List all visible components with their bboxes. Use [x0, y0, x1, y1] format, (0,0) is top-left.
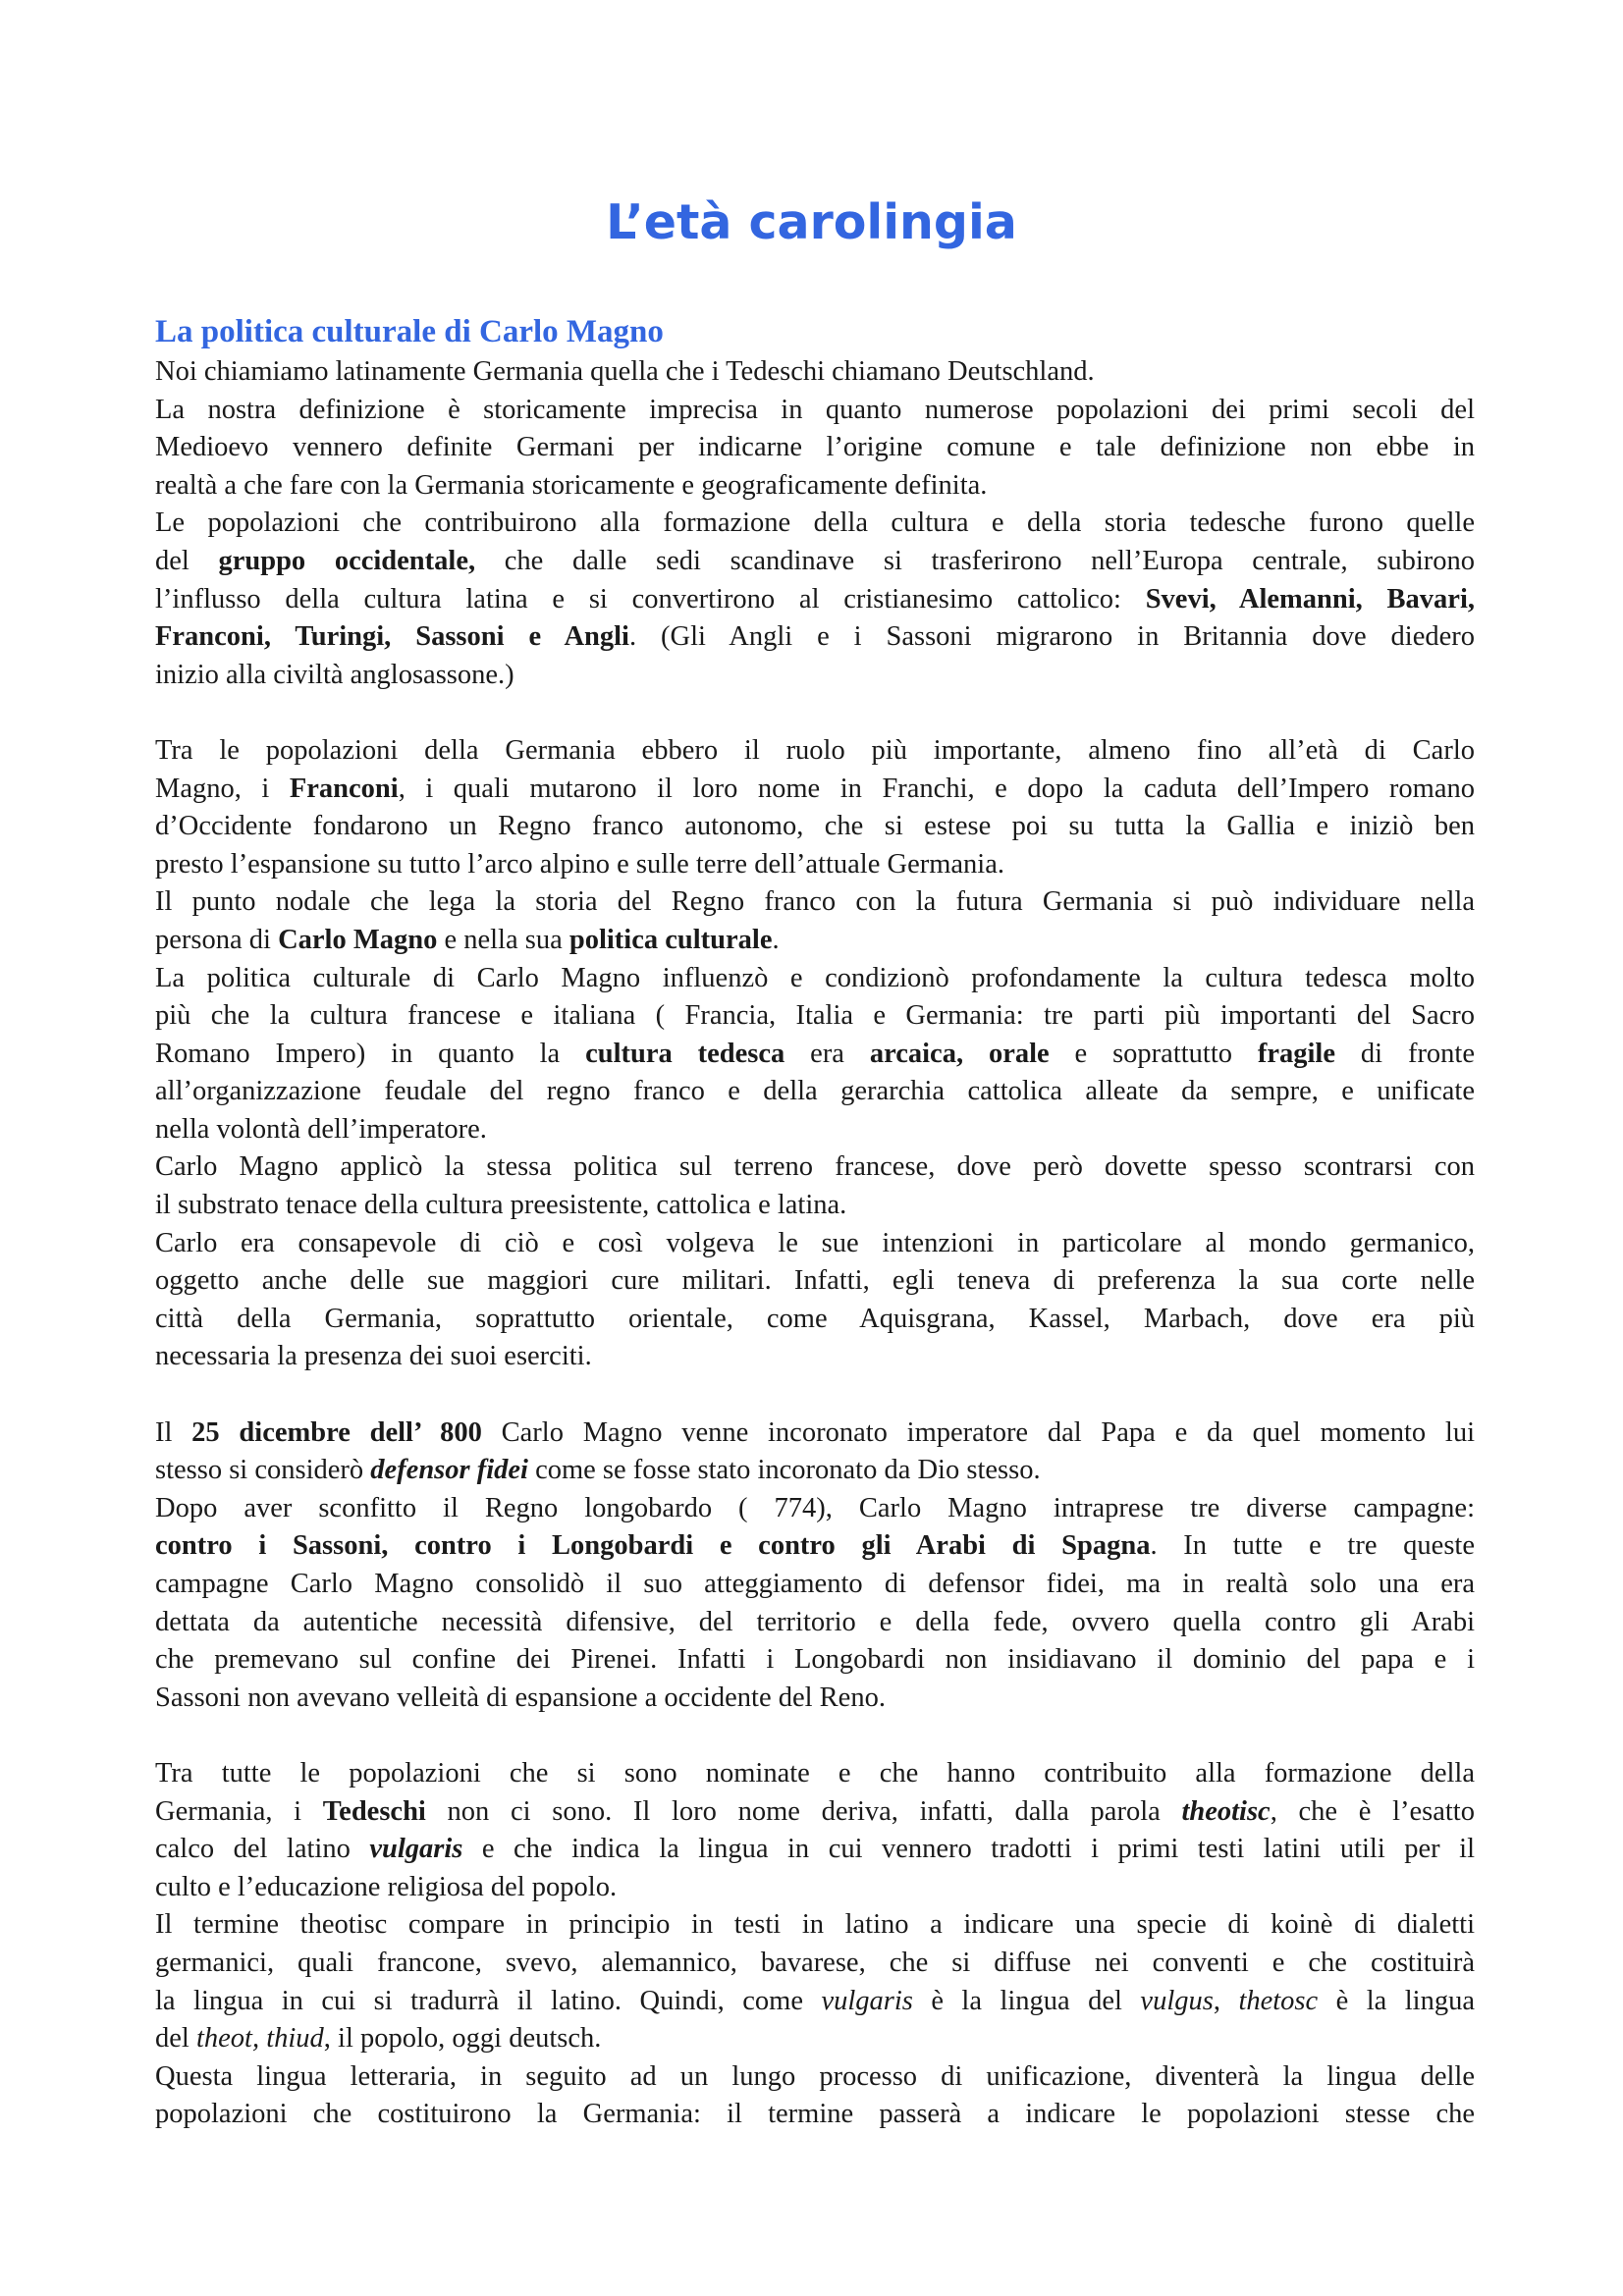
- text-line: [155, 657, 1475, 695]
- text-run: Carlo Magno venne incoronato imperatore dal Papa e da quel momento lui: [481, 1416, 1475, 1448]
- italic-term: vulgaris: [821, 1985, 913, 2016]
- text-line: [155, 467, 1475, 506]
- text-line: [155, 392, 1475, 430]
- text-line: [155, 1187, 1475, 1225]
- bold-term: Franconi: [289, 773, 399, 804]
- text-line: [155, 1262, 1475, 1301]
- text-run: persona di: [155, 924, 279, 955]
- text-run: non ci sono. Il loro nome deriva, infatti, dalla parola: [425, 1795, 1182, 1827]
- text-line: [155, 1755, 1475, 1793]
- text-line: [155, 1869, 1475, 1907]
- text-run: calco del latino: [155, 1834, 370, 1865]
- text-run: di fronte: [1335, 1038, 1475, 1069]
- text-line: [155, 808, 1475, 846]
- bold-term: Tedeschi: [322, 1795, 426, 1827]
- text-line: [155, 1793, 1475, 1832]
- text-run: presto l’espansione su tutto l’arco alpino e sulle terre dell’attuale Germania.: [155, 848, 1004, 880]
- text-run: ,: [1213, 1985, 1239, 2016]
- text-line: [155, 1301, 1475, 1339]
- text-line: [155, 2096, 1475, 2134]
- bold-term: Svevi, Alemanni, Bavari,: [1145, 583, 1475, 614]
- text-run: è la lingua del: [912, 1985, 1141, 2016]
- text-run: e nella sua: [437, 924, 569, 955]
- text-run: Dopo aver sconfitto il Regno longobardo ( 774), Carlo Magno intraprese tre diverse campagne:: [155, 1492, 1475, 1523]
- document-body: [155, 353, 1475, 2134]
- text-run: e che indica la lingua in cui vennero tradotti i primi testi latini utili per il: [462, 1834, 1475, 1865]
- bold-italic-term: theotisc: [1181, 1795, 1271, 1827]
- italic-term: vulgus: [1140, 1985, 1214, 2016]
- text-run: Tra le popolazioni della Germania ebbero il ruolo più importante, almeno fino all’età di Carlo: [155, 734, 1475, 766]
- text-run: l’influsso della cultura latina e si convertirono al cristianesimo cattolico:: [155, 583, 1146, 614]
- text-line: [155, 960, 1475, 998]
- text-run: stesso si considerò: [155, 1455, 371, 1486]
- bold-term: cultura tedesca: [585, 1038, 785, 1069]
- text-line: [155, 883, 1475, 922]
- bold-term: Franconi, Turingi, Sassoni e Angli: [155, 621, 629, 653]
- bold-term: fragile: [1257, 1038, 1336, 1069]
- text-run: Il punto nodale che lega la storia del Regno franco con la futura Germania si può individuare nella: [155, 886, 1475, 918]
- text-run: , i quali mutarono il loro nome in Franchi, e dopo la caduta dell’Impero romano: [398, 773, 1475, 804]
- text-run: più che la cultura francese e italiana ( Francia, Italia e Germania: tre parti più importanti del Sacro: [155, 1000, 1475, 1032]
- bold-term: 25 dicembre dell’ 800: [191, 1416, 482, 1448]
- text-line: [155, 1983, 1475, 2021]
- text-run: , il popolo, oggi deutsch.: [323, 2023, 602, 2055]
- text-run: Sassoni non avevano velleità di espansione a occidente del Reno.: [155, 1682, 886, 1713]
- bold-term: contro i Sassoni, contro i Longobardi e contro gli Arabi di Spagna: [155, 1530, 1151, 1562]
- text-run: Magno, i: [155, 773, 290, 804]
- text-line: [155, 1680, 1475, 1718]
- paragraph-gap: [155, 1376, 1475, 1415]
- text-line: [155, 1036, 1475, 1074]
- text-run: Carlo era consapevole di ciò e così volgeva le sue intenzioni in particolare al mondo germanico,: [155, 1227, 1475, 1258]
- bold-term: politica culturale: [568, 924, 773, 955]
- text-run: Germania, i: [155, 1795, 323, 1827]
- text-line: [155, 1906, 1475, 1945]
- text-line: [155, 997, 1475, 1036]
- bold-term: Carlo Magno: [278, 924, 438, 955]
- text-run: città della Germania, soprattutto orientale, come Aquisgrana, Kassel, Marbach, dove era più: [155, 1303, 1475, 1334]
- text-run: Le popolazioni che contribuirono alla formazione della cultura e della storia tedesche furono quelle: [155, 507, 1475, 539]
- text-run: Il: [155, 1416, 192, 1448]
- text-run: del: [155, 545, 219, 576]
- text-run: come se fosse stato incoronato da Dio stesso.: [527, 1455, 1041, 1486]
- text-run: che premevano sul confine dei Pirenei. Infatti i Longobardi non insidiavano il dominio del papa e i: [155, 1644, 1475, 1676]
- italic-term: theot, thiud: [195, 2023, 324, 2055]
- text-line: [155, 2058, 1475, 2097]
- text-line: [155, 1148, 1475, 1187]
- text-line: [155, 846, 1475, 884]
- text-line: [155, 618, 1475, 657]
- italic-term: thetosc: [1238, 1985, 1319, 2016]
- text-line: [155, 1073, 1475, 1111]
- text-line: [155, 1945, 1475, 1983]
- text-line: [155, 922, 1475, 960]
- text-line: [155, 732, 1475, 771]
- text-run: che dalle sedi scandinave si trasferirono nell’Europa centrale, subirono: [475, 545, 1476, 576]
- section-heading: La politica culturale di Carlo Magno: [155, 314, 664, 349]
- text-run: la lingua in cui si tradurrà il latino. Quindi, come: [155, 1985, 822, 2016]
- text-run: , che è l’esatto: [1270, 1795, 1475, 1827]
- text-line: [155, 505, 1475, 543]
- text-line: [155, 353, 1475, 392]
- text-run: nella volontà dell’imperatore.: [155, 1113, 487, 1145]
- bold-italic-term: vulgaris: [369, 1834, 463, 1865]
- text-run: il substrato tenace della cultura preesistente, cattolica e latina.: [155, 1190, 847, 1221]
- text-line: [155, 1415, 1475, 1453]
- text-run: germanici, quali francone, svevo, alemannico, bavarese, che si diffuse nei conventi e che costituirà: [155, 1947, 1475, 1978]
- text-line: [155, 1452, 1475, 1490]
- text-line: [155, 1831, 1475, 1869]
- text-run: Romano Impero) in quanto la: [155, 1038, 586, 1069]
- text-run: . (Gli Angli e i Sassoni migrarono in Britannia dove diedero: [628, 621, 1475, 653]
- text-run: Noi chiamiamo latinamente Germania quella che i Tedeschi chiamano Deutschland.: [155, 356, 1095, 387]
- bold-term: gruppo occidentale,: [218, 545, 476, 576]
- text-run: Questa lingua letteraria, in seguito ad un lungo processo di unificazione, diventerà la lingua delle: [155, 2060, 1475, 2092]
- text-line: [155, 2020, 1475, 2058]
- text-run: La politica culturale di Carlo Magno influenzò e condizionò profondamente la cultura tedesca molto: [155, 962, 1475, 993]
- text-line: [155, 1604, 1475, 1642]
- text-run: . In tutte e tre queste: [1150, 1530, 1475, 1562]
- text-run: è la lingua: [1318, 1985, 1475, 2016]
- text-run: d’Occidente fondarono un Regno franco autonomo, che si estese poi su tutta la Gallia e iniziò ben: [155, 811, 1475, 842]
- text-line: [155, 429, 1475, 467]
- text-run: culto e l’educazione religiosa del popolo.: [155, 1871, 618, 1902]
- text-run: inizio alla civiltà anglosassone.): [155, 659, 514, 690]
- text-run: Carlo Magno applicò la stessa politica sul terreno francese, dove però dovette spesso scontrarsi con: [155, 1151, 1475, 1183]
- text-run: .: [772, 924, 780, 955]
- text-run: Tra tutte le popolazioni che si sono nominate e che hanno contribuito alla formazione della: [155, 1757, 1475, 1789]
- text-run: Medioevo vennero definite Germani per indicarne l’origine comune e tale definizione non ebbe in: [155, 432, 1475, 463]
- text-run: era: [784, 1038, 870, 1069]
- text-run: Il termine theotisc compare in principio in testi in latino a indicare una specie di koinè di dialetti: [155, 1909, 1475, 1941]
- text-run: campagne Carlo Magno consolidò il suo atteggiamento di defensor fidei, ma in realtà solo una era: [155, 1569, 1475, 1599]
- text-line: [155, 581, 1475, 619]
- bold-term: arcaica, orale: [869, 1038, 1050, 1069]
- text-run: realtà a che fare con la Germania storicamente e geograficamente definita.: [155, 469, 988, 501]
- text-line: [155, 1566, 1475, 1604]
- text-run: e soprattutto: [1049, 1038, 1258, 1069]
- bold-italic-term: defensor fidei: [370, 1455, 528, 1486]
- paragraph-gap: [155, 694, 1475, 732]
- text-run: oggetto anche delle sue maggiori cure militari. Infatti, egli teneva di preferenza la sua corte nelle: [155, 1265, 1475, 1297]
- text-line: [155, 1490, 1475, 1528]
- text-line: [155, 1527, 1475, 1566]
- text-line: [155, 543, 1475, 581]
- text-run: popolazioni che costituirono la Germania: il termine passerà a indicare le popolazioni stesse che: [155, 2099, 1475, 2130]
- paragraph-gap: [155, 1717, 1475, 1755]
- text-line: [155, 1641, 1475, 1680]
- text-run: del: [155, 2023, 196, 2055]
- text-line: [155, 771, 1475, 809]
- text-run: dettata da autentiche necessità difensive, del territorio e della fede, ovvero quella contro gli Arabi: [155, 1606, 1475, 1637]
- text-run: all’organizzazione feudale del regno franco e della gerarchia cattolica alleate da sempre, e unificate: [155, 1076, 1475, 1107]
- text-line: [155, 1225, 1475, 1263]
- text-run: necessaria la presenza dei suoi eserciti.: [155, 1341, 592, 1372]
- text-run: La nostra definizione è storicamente imprecisa in quanto numerose popolazioni dei primi secoli del: [155, 394, 1475, 425]
- document-title: L’età carolingia: [606, 194, 1017, 250]
- text-line: [155, 1111, 1475, 1149]
- text-line: [155, 1338, 1475, 1376]
